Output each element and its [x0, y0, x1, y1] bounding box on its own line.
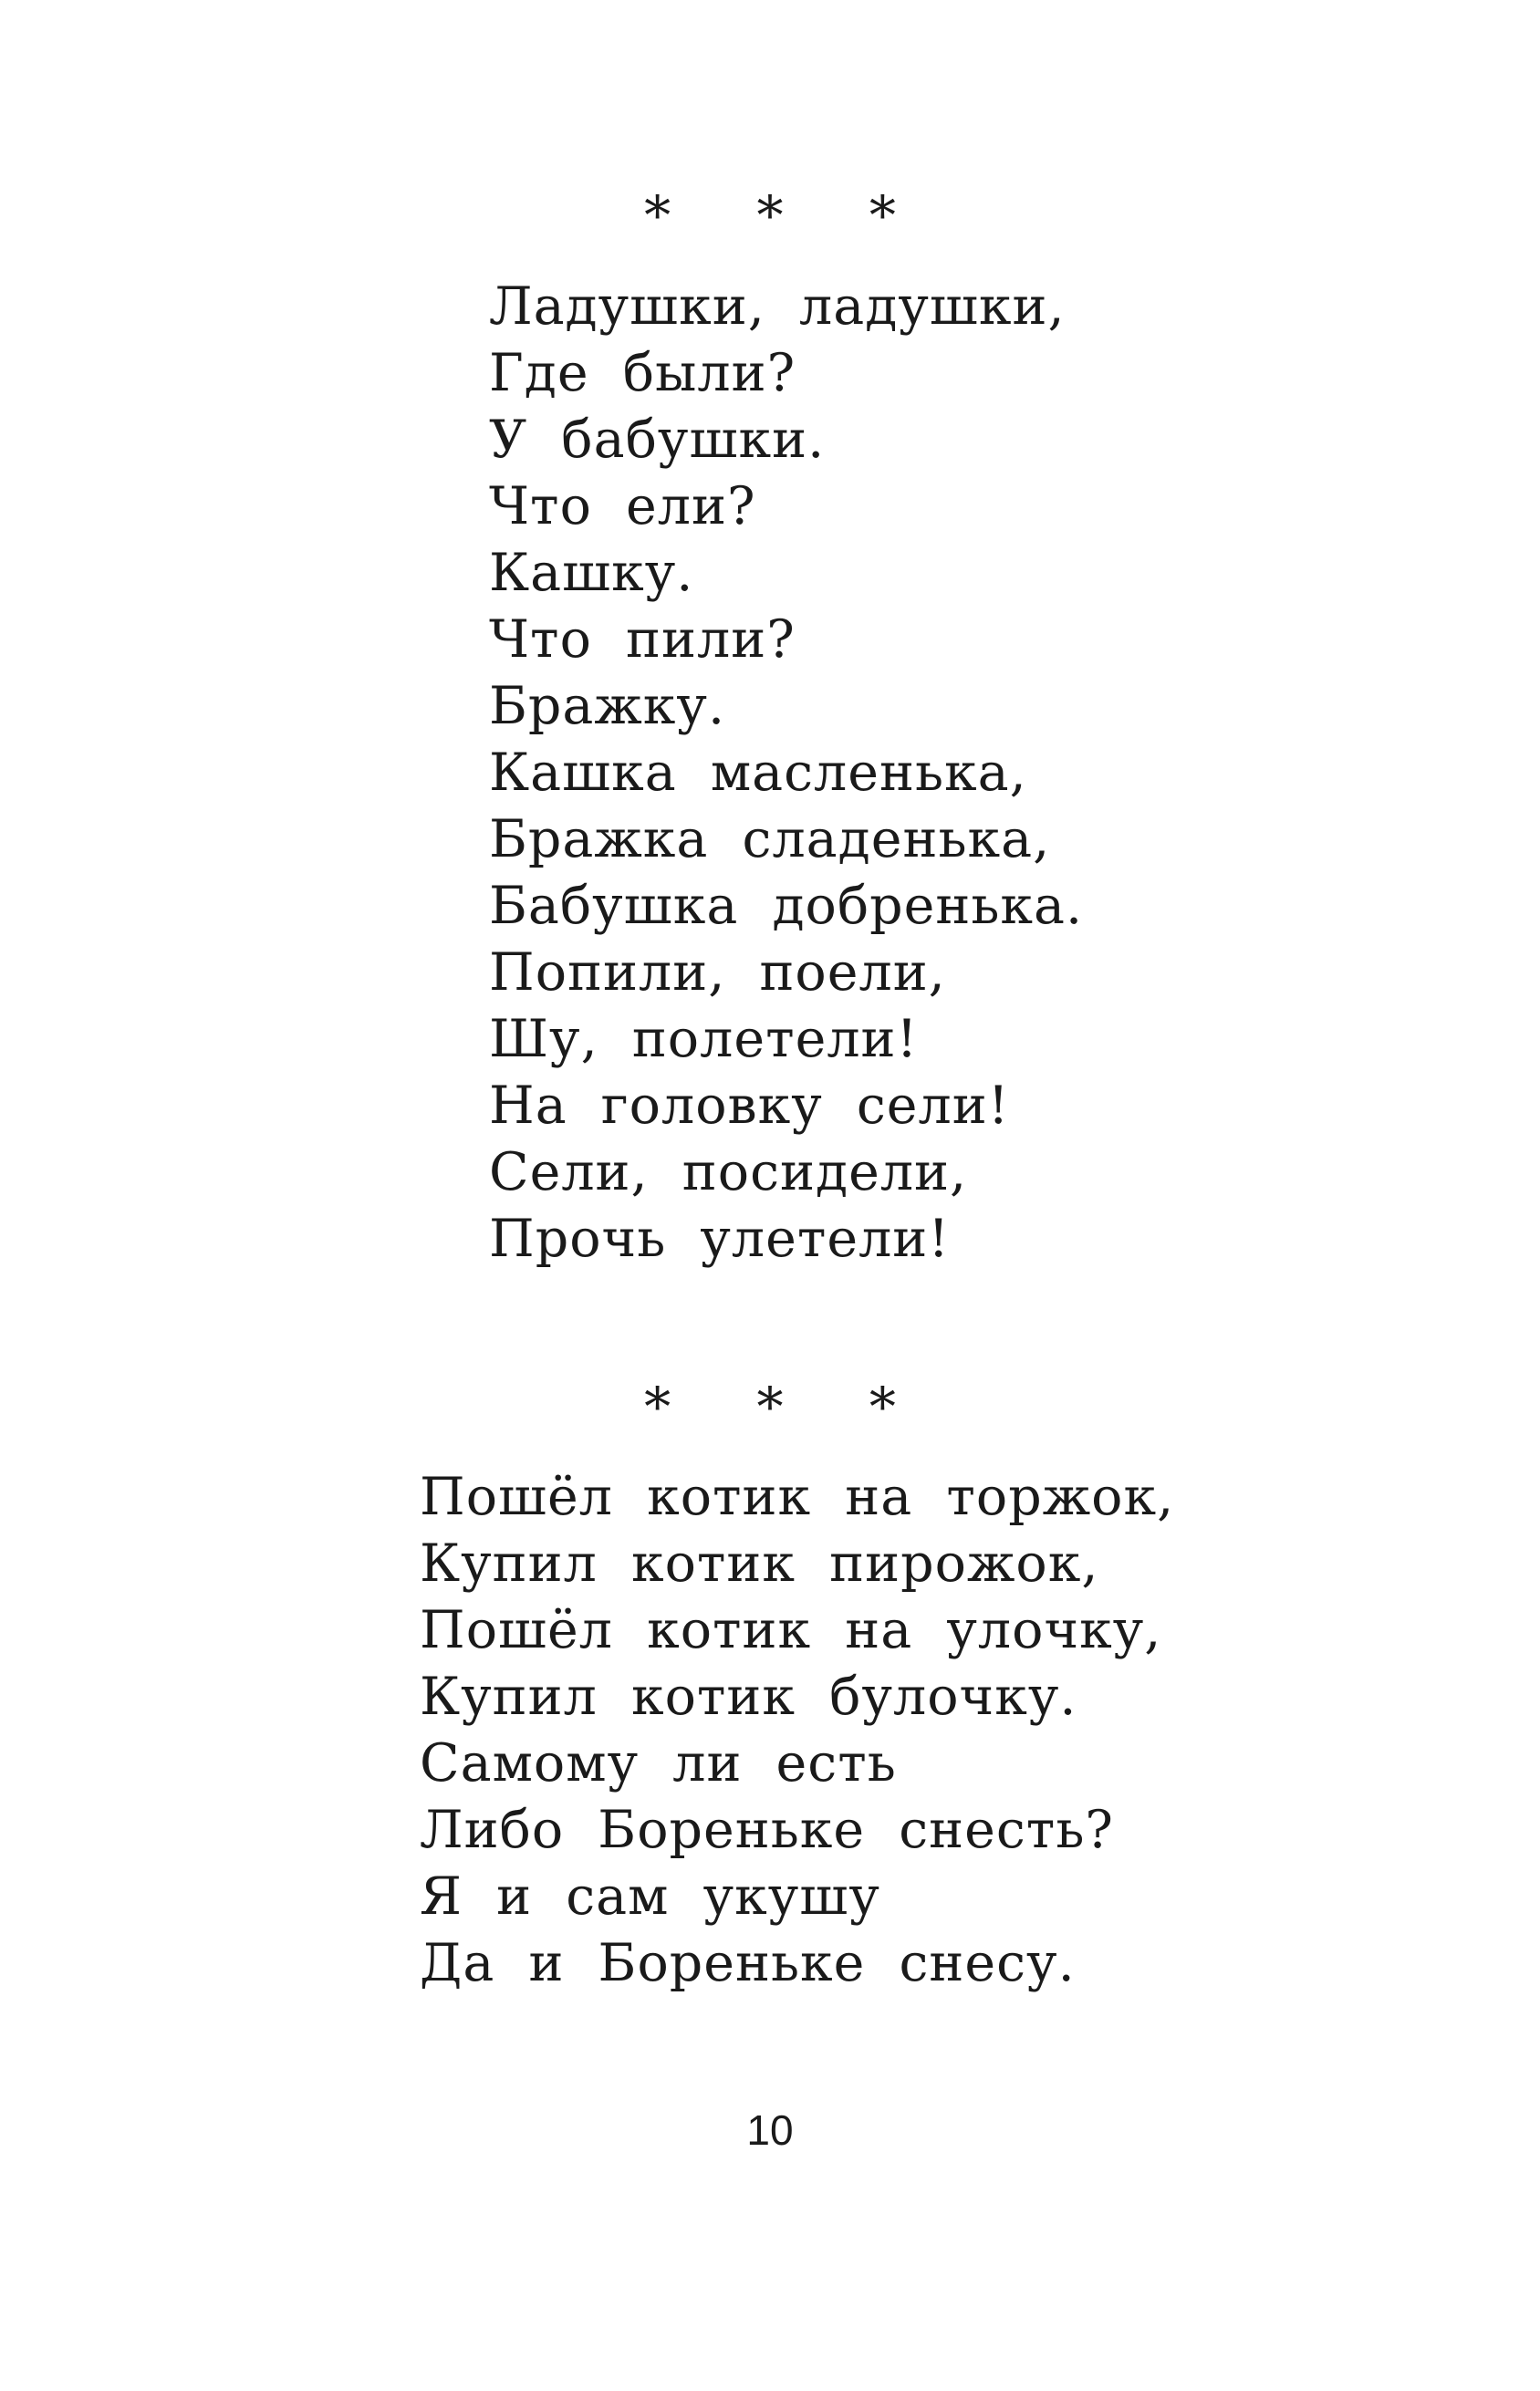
poem-line: Купил котик пирожок,	[420, 1533, 1099, 1594]
poem-line: Попили, поели,	[489, 942, 946, 1003]
poem-line: Пошёл котик на улочку,	[420, 1600, 1162, 1660]
poem-line: Где были?	[489, 343, 796, 403]
poem-line: Самому ли есть	[420, 1733, 897, 1793]
poem-line: Прочь улетели!	[489, 1209, 951, 1269]
poem-kotik	[420, 1464, 1174, 1997]
poem-ladushki	[489, 274, 1083, 1273]
poem-line: Что пили?	[489, 609, 796, 670]
poem-line: Бабушка добренька.	[489, 876, 1084, 936]
poem-line: Шу, полетели!	[489, 1009, 919, 1069]
section-separator: * * *	[644, 1376, 931, 1438]
poem-line: У бабушки.	[489, 410, 826, 470]
poem-line: Кашку.	[489, 543, 694, 603]
section-separator: * * *	[644, 184, 931, 246]
page-number: 10	[746, 2106, 794, 2154]
poem-line: Либо Бореньке снесть?	[420, 1800, 1114, 1860]
poem-line: Ладушки, ладушки,	[489, 276, 1066, 337]
poem-line: Да и Бореньке снесу.	[420, 1933, 1076, 1993]
poem-line: Что ели?	[489, 476, 756, 536]
poem-line: Сели, посидели,	[489, 1142, 968, 1202]
poem-line: Бражку.	[489, 676, 726, 736]
poem-line: На головку сели!	[489, 1076, 1010, 1136]
poem-line: Пошёл котик на торжок,	[420, 1467, 1175, 1527]
poem-line: Я и сам укушу	[420, 1866, 880, 1927]
poem-line: Бражка сладенька,	[489, 809, 1051, 869]
poem-line: Купил котик булочку.	[420, 1667, 1077, 1727]
poem-line: Кашка масленька,	[489, 743, 1027, 803]
